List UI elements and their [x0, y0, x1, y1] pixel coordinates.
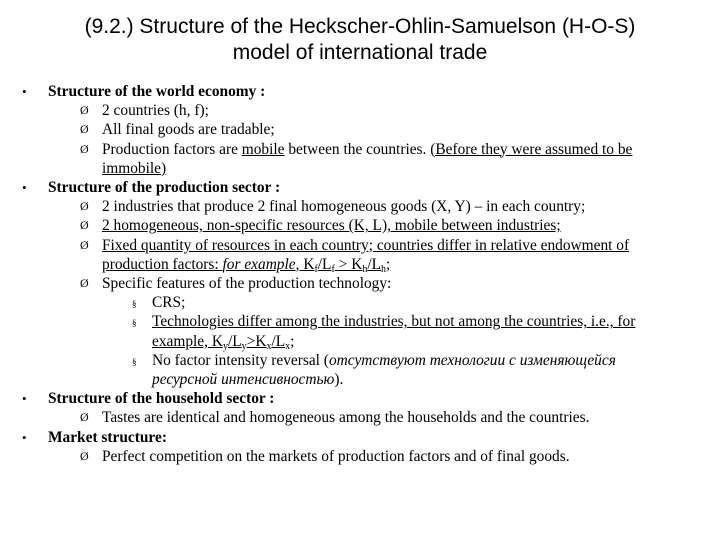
text-crs: CRS;: [152, 294, 186, 312]
text-tradable: All final goods are tradable;: [102, 121, 275, 139]
text-factors-mid: between the countries.: [284, 140, 431, 158]
text-mobile: mobile: [241, 140, 285, 158]
bullet-dot-icon: •: [22, 391, 27, 407]
text-tech-2: [152, 333, 294, 350]
sub-h: h: [381, 263, 386, 275]
text-slash-l: /L: [271, 332, 286, 350]
item-fixed-quantity-cont: [22, 255, 712, 274]
text-before-assumed: (Before they were assumed to be: [430, 140, 633, 158]
sub-f: f: [331, 263, 335, 275]
arrow-bullet-icon: Ø: [80, 103, 89, 118]
arrow-bullet-icon: Ø: [80, 199, 89, 214]
heading-production-sector: Structure of the production sector :: [48, 179, 281, 197]
arrow-bullet-icon: Ø: [80, 237, 89, 252]
text-factors-pre: Production factors are: [102, 140, 242, 158]
text-gt-k: > K: [334, 255, 363, 273]
text-slash-l: /L: [227, 332, 242, 350]
arrow-bullet-icon: Ø: [80, 448, 89, 463]
text-semicolon: ;: [386, 255, 391, 273]
bullet-dot-icon: •: [22, 180, 27, 196]
text-reversal-end: ).: [334, 371, 344, 389]
text-example-k: example, K: [152, 332, 223, 350]
heading-market-structure: Market structure:: [48, 428, 167, 446]
sub-f: f: [314, 263, 318, 275]
square-bullet-icon: §: [132, 356, 137, 367]
text-fixed-1: Fixed quantity of resources in each country; countries differ in relative endowment of: [102, 236, 630, 254]
text-industries: 2 industries that produce 2 final homogeneous goods (X, Y) – in each country;: [102, 198, 586, 216]
item-factors-mobile: [22, 140, 712, 159]
sub-x: x: [266, 340, 272, 352]
item-competition: [22, 447, 712, 466]
item-specific-features: [22, 274, 712, 293]
text-fixed-2: [102, 256, 390, 273]
text-semicolon: ;: [290, 332, 295, 350]
text-resources: 2 homogeneous, non-specific resources (K, L), mobile between industries;: [102, 217, 561, 235]
item-countries: [22, 101, 712, 120]
arrow-bullet-icon: Ø: [80, 141, 89, 156]
text-reversal-russian-2: ресурсной интенсивностью: [152, 371, 335, 389]
heading-household-sector: Structure of the household sector :: [48, 390, 275, 408]
bullet-market-structure: [22, 428, 712, 447]
arrow-bullet-icon: Ø: [80, 410, 89, 425]
arrow-bullet-icon: Ø: [80, 122, 89, 137]
arrow-bullet-icon: Ø: [80, 218, 89, 233]
item-factors-cont: [22, 159, 712, 178]
bullet-household-sector: [22, 389, 712, 408]
heading-world-economy: Structure of the world economy :: [48, 83, 266, 100]
text-reversal-pre: No factor intensity reversal (: [152, 351, 329, 369]
sub-x: x: [285, 340, 291, 352]
sub-y: y: [222, 340, 228, 352]
text-reversal-russian-1: отсутствуют технологии с изменяющейся: [328, 351, 616, 369]
square-bullet-icon: §: [132, 299, 137, 310]
bullet-dot-icon: •: [22, 429, 27, 445]
sub-h: h: [362, 263, 368, 275]
text-tech-1: Technologies differ among the industries, but not among the countries, i.e., for: [152, 313, 636, 331]
slide-title: [60, 14, 660, 66]
slide-body: [22, 82, 712, 466]
title-line-2: model of international trade: [232, 41, 488, 64]
item-technologies-cont: [22, 332, 712, 351]
text-gt-k: >K: [246, 332, 267, 350]
bullet-dot-icon: •: [22, 84, 27, 99]
arrow-bullet-icon: Ø: [80, 276, 89, 291]
bullet-world-economy: [22, 82, 712, 101]
text-for-example: for example: [222, 255, 296, 273]
text-immobile: immobile): [102, 159, 167, 177]
text-k: , K: [295, 255, 315, 273]
text-fixed-pre: production factors:: [102, 255, 223, 273]
text-competition: Perfect competition on the markets of production factors and of final goods.: [102, 447, 570, 465]
item-technologies: [22, 312, 712, 331]
sub-y: y: [241, 340, 247, 352]
title-line-1: (9.2.) Structure of the Heckscher-Ohlin-Samuelson (H-O-S): [84, 15, 636, 38]
text-specific: Specific features of the production technology:: [102, 275, 392, 293]
item-tradable: [22, 120, 712, 139]
item-resources: [22, 216, 712, 235]
bullet-production-sector: [22, 178, 712, 197]
square-bullet-icon: §: [132, 318, 137, 329]
item-no-reversal-cont: [22, 370, 712, 389]
text-tastes: Tastes are identical and homogeneous among the households and the countries.: [102, 409, 590, 427]
text-slash-l: /L: [367, 255, 381, 273]
item-tastes: [22, 408, 712, 427]
item-fixed-quantity: [22, 236, 712, 255]
item-crs: [22, 293, 712, 312]
item-no-reversal: [22, 351, 712, 370]
text-countries: 2 countries (h, f);: [102, 102, 209, 120]
text-slash-l: /L: [317, 255, 332, 273]
item-industries: [22, 197, 712, 216]
